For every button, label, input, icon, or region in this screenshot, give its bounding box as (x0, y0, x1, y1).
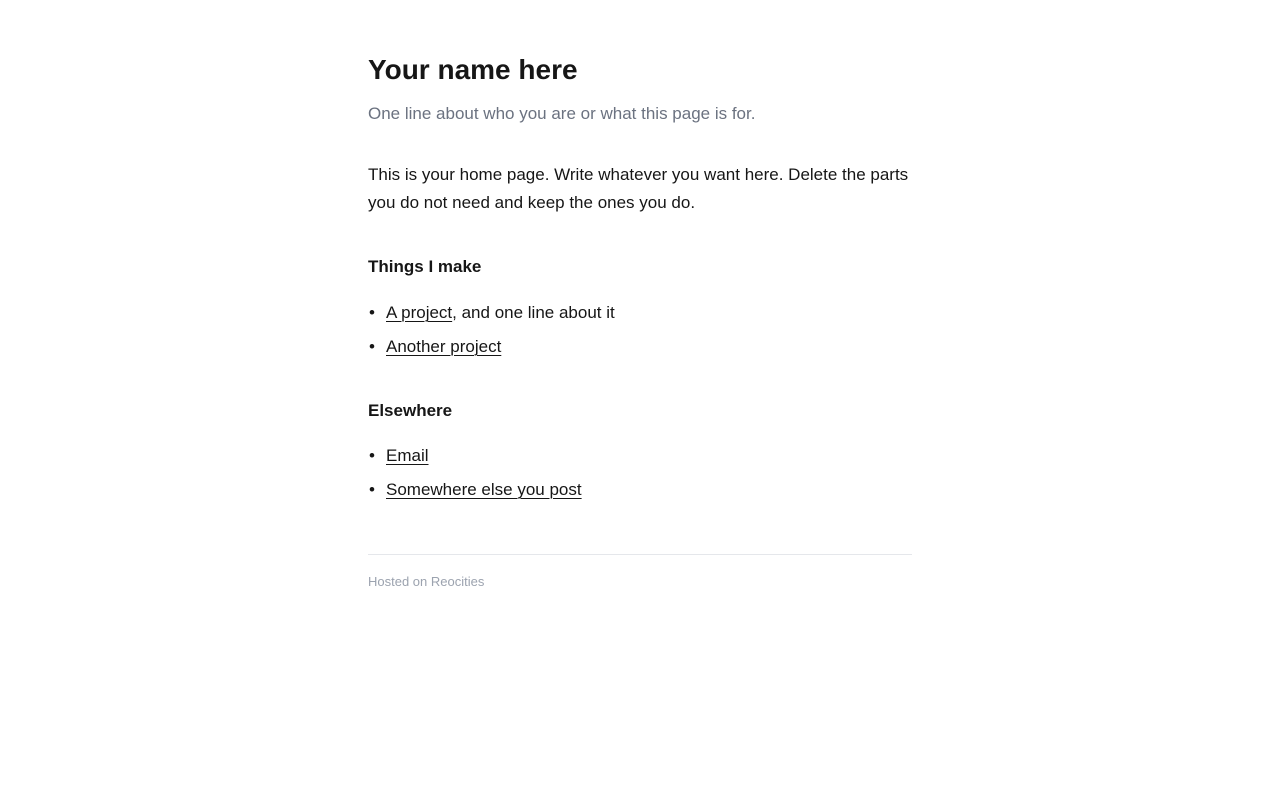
things-i-make-list (368, 301, 912, 369)
bullet-icon: • (369, 337, 375, 356)
list-item (369, 444, 912, 468)
project-link[interactable]: A project (386, 303, 453, 322)
footer-divider (368, 554, 912, 555)
bullet-icon: • (369, 446, 375, 465)
footer-text: Hosted on Reocities (368, 574, 485, 589)
project-description: , and one line about it (452, 303, 615, 322)
list-item (369, 478, 912, 502)
page-title: Your name here (368, 54, 578, 85)
list-item (369, 301, 912, 325)
elsewhere-heading: Elsewhere (368, 401, 453, 420)
things-i-make-heading: Things I make (368, 257, 482, 276)
another-project-link[interactable]: Another project (386, 337, 502, 356)
elsewhere-list (368, 444, 912, 512)
elsewhere-link[interactable]: Somewhere else you post (386, 480, 582, 499)
bullet-icon: • (369, 480, 375, 499)
intro-paragraph: This is your home page. Write whatever you want here. Delete the parts you do not need and keep the ones you do. (368, 165, 909, 212)
email-link[interactable]: Email (386, 446, 429, 465)
list-item (369, 335, 912, 359)
tagline: One line about who you are or what this page is for. (368, 104, 756, 123)
bullet-icon: • (369, 303, 375, 322)
